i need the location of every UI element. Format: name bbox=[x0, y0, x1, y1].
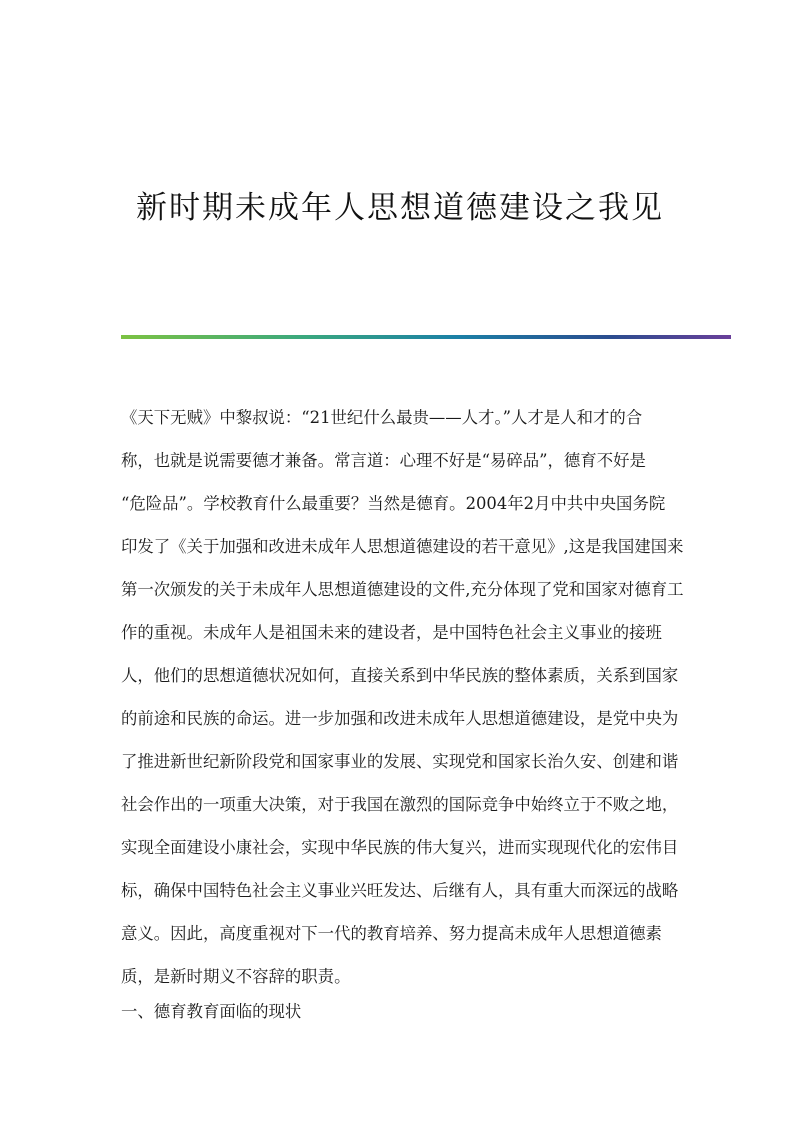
paragraph-line: 作的重视。未成年人是祖国未来的建设者，是中国特色社会主义事业的接班 bbox=[121, 623, 662, 642]
paragraph-line: 人，他们的思想道德状况如何，直接关系到中华民族的整体素质，关系到国家 bbox=[121, 666, 679, 685]
paragraph-line: 社会作出的一项重大决策，对于我国在激烈的国际竞争中始终立于不败之地， bbox=[121, 795, 679, 814]
intro-paragraph bbox=[121, 396, 689, 998]
paragraph-line: 《天下无贼》中黎叔说：“21世纪什么最贵——人才。”人才是人和才的合 bbox=[121, 408, 643, 427]
paragraph-line: 质，是新时期义不容辞的职责。 bbox=[121, 967, 351, 986]
paragraph-line: 意义。因此，高度重视对下一代的教育培养、努力提高未成年人思想道德素 bbox=[121, 924, 662, 943]
paragraph-line: 实现全面建设小康社会，实现中华民族的伟大复兴，进而实现现代化的宏伟目 bbox=[121, 838, 679, 857]
section-heading: 一、德育教育面临的现状 bbox=[121, 1002, 302, 1021]
paragraph-line: 的前途和民族的命运。进一步加强和改进未成年人思想道德建设，是党中央为 bbox=[121, 709, 679, 728]
paragraph-line: 了推进新世纪新阶段党和国家事业的发展、实现党和国家长治久安、创建和谐 bbox=[121, 752, 679, 771]
paragraph-line: 印发了《关于加强和改进未成年人思想道德建设的若干意见》,这是我国建国来 bbox=[121, 537, 684, 556]
document-title: 新时期未成年人思想道德建设之我见 bbox=[136, 190, 664, 226]
paragraph-line: 标，确保中国特色社会主义事业兴旺发达、后继有人，具有重大而深远的战略 bbox=[121, 881, 679, 900]
paragraph-line: 第一次颁发的关于未成年人思想道德建设的文件,充分体现了党和国家对德育工 bbox=[121, 580, 684, 599]
paragraph-line: 称，也就是说需要德才兼备。常言道：心理不好是“易碎品”，德育不好是 bbox=[121, 451, 646, 470]
paragraph-line: “危险品”。学校教育什么最重要？当然是德育。2004年2月中共中央国务院 bbox=[121, 494, 666, 513]
gradient-divider bbox=[121, 335, 731, 339]
